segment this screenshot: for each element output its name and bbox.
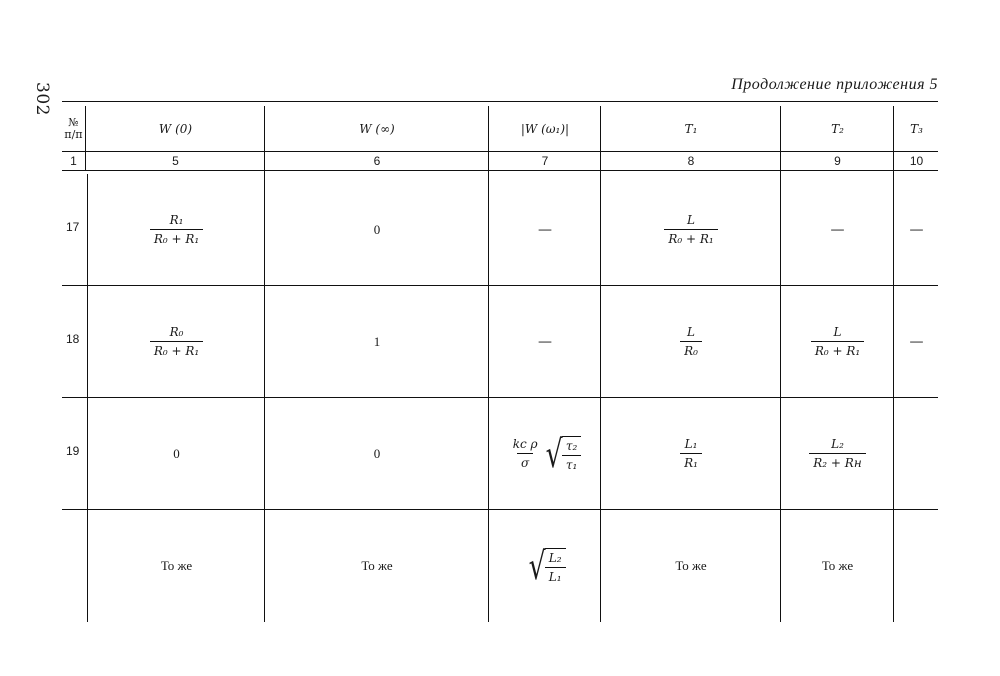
row20-t3 xyxy=(895,510,938,622)
denominator: R₀ + R₁ xyxy=(150,229,203,246)
row17-t1 xyxy=(602,174,780,285)
row19-womega xyxy=(490,398,600,509)
row19-winf: 0 xyxy=(373,445,381,461)
fraction xyxy=(811,325,864,358)
index-num: 1 xyxy=(70,154,77,168)
row18-womega: — xyxy=(538,333,552,350)
column-divider xyxy=(85,106,86,170)
row-number: 18 xyxy=(66,332,80,346)
coefficient-fraction xyxy=(509,437,542,470)
square-root xyxy=(525,544,566,588)
index-winf: 6 xyxy=(373,154,381,168)
denominator: R₀ + R₁ xyxy=(811,341,864,358)
row18-t2 xyxy=(782,286,893,397)
denominator: R₂ + Rн xyxy=(809,453,865,470)
running-head: Продолжение приложения 5 xyxy=(731,76,938,93)
row19-w0: 0 xyxy=(173,445,180,461)
column-divider xyxy=(264,106,265,622)
numerator: R₁ xyxy=(169,213,184,227)
row17-winf: 0 xyxy=(373,221,381,237)
row20-t2: То же xyxy=(821,558,854,573)
fraction xyxy=(680,325,702,358)
header-num-line1: № xyxy=(68,115,79,129)
numerator: R₀ xyxy=(169,325,184,339)
row-number: 19 xyxy=(66,444,80,458)
numerator: τ₂ xyxy=(565,438,578,453)
row19-t1 xyxy=(602,398,780,509)
denominator: σ xyxy=(517,453,533,470)
index-t2: 9 xyxy=(834,154,841,168)
header-womega: |W (ω₁)| xyxy=(520,121,570,136)
radicand xyxy=(562,436,581,472)
header-num xyxy=(62,106,85,151)
row20-t1: То же xyxy=(675,558,707,573)
fraction xyxy=(150,213,203,246)
row-number: 17 xyxy=(66,220,80,234)
row17-t3: — xyxy=(909,221,924,238)
column-divider xyxy=(780,106,781,622)
denominator: R₀ xyxy=(680,341,702,358)
index-t1: 8 xyxy=(687,154,695,168)
index-rule xyxy=(62,170,938,171)
row18-w0 xyxy=(89,286,264,397)
row18-t1 xyxy=(602,286,780,397)
column-divider xyxy=(893,106,894,622)
index-w0: 5 xyxy=(172,154,179,168)
denominator: τ₁ xyxy=(562,455,581,472)
row17-w0 xyxy=(89,174,264,285)
header-t2: T₂ xyxy=(831,121,844,136)
numerator: L₁ xyxy=(684,437,698,451)
row20-winf: То же xyxy=(361,558,393,573)
column-divider xyxy=(87,174,88,622)
row18-winf: 1 xyxy=(373,333,381,349)
row20-womega xyxy=(490,510,600,622)
numerator: L xyxy=(833,325,842,339)
numerator: L xyxy=(687,213,695,227)
header-t1: T₁ xyxy=(684,121,698,136)
row17-t2: — xyxy=(830,221,845,238)
header-w0: W (0) xyxy=(158,121,193,136)
row20-w0: То же xyxy=(160,558,193,573)
column-divider xyxy=(488,106,489,622)
fraction xyxy=(809,437,865,470)
fraction xyxy=(150,325,203,358)
fraction xyxy=(664,213,717,246)
radical-sign-icon: √ xyxy=(528,544,546,588)
denominator: R₁ xyxy=(680,453,702,470)
row18-t3: — xyxy=(909,333,924,350)
numerator: L₂ xyxy=(548,551,562,565)
square-root xyxy=(542,431,582,476)
numerator: L xyxy=(687,325,695,339)
numerator: kc ρ xyxy=(512,437,538,451)
row19-t3 xyxy=(895,398,938,509)
fraction xyxy=(545,551,566,584)
column-divider xyxy=(600,106,601,622)
index-womega: 7 xyxy=(541,154,549,168)
denominator: R₀ + R₁ xyxy=(664,229,717,246)
row19-t2 xyxy=(782,398,893,509)
denominator: R₀ + R₁ xyxy=(150,341,203,358)
numerator: L₂ xyxy=(831,437,844,451)
radicand xyxy=(545,548,566,584)
denominator: L₁ xyxy=(545,567,566,584)
header-num-line2: п/п xyxy=(64,127,83,141)
top-rule xyxy=(62,101,938,102)
page-number: 302 xyxy=(32,82,52,116)
index-t3: 10 xyxy=(909,154,924,168)
header-winf: W (∞) xyxy=(359,121,395,136)
fraction xyxy=(562,439,581,472)
fraction xyxy=(680,437,702,470)
row17-womega: — xyxy=(538,221,552,238)
radical-sign-icon: √ xyxy=(545,431,563,476)
header-t3: T₃ xyxy=(910,121,923,136)
